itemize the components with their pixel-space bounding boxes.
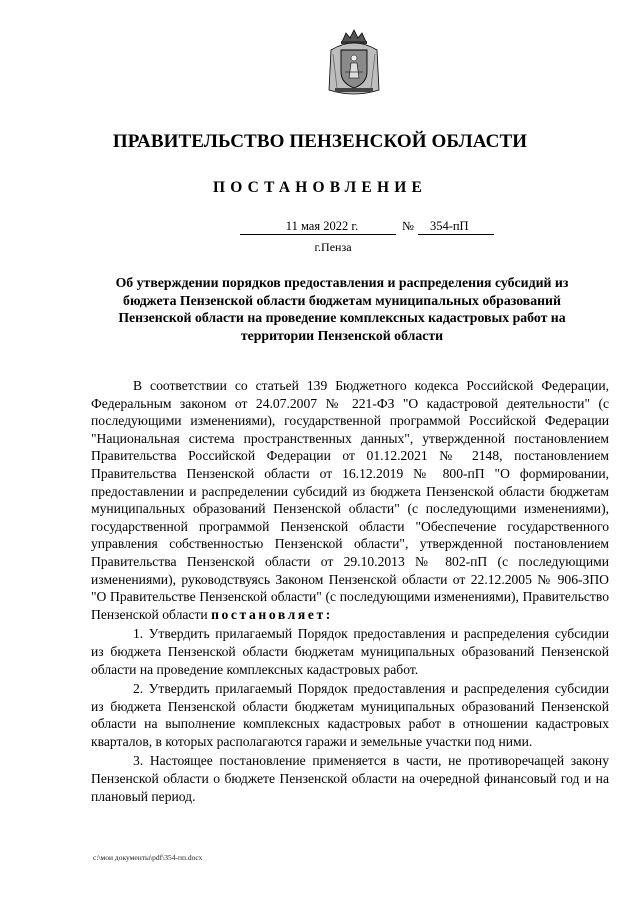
- item-3: 3. Настоящее постановление применяется в части, не противоречащей закону Пензенской области о бюджете Пензенской области на очередной финансовый год и на плановый период.: [91, 753, 609, 804]
- file-path-footer: c:\мои документы\pdf\354-пп.docx: [93, 853, 203, 862]
- number-sign: №: [402, 219, 414, 233]
- coat-of-arms-icon: [325, 28, 383, 96]
- government-name: ПРАВИТЕЛЬСТВО ПЕНЗЕНСКОЙ ОБЛАСТИ: [112, 131, 528, 152]
- item-2: 2. Утвердить прилагаемый Порядок предоставления и распределения субсидии из бюджета Пензенской области бюджетам муниципальных образований Пензенской области на выполнение комплексных кадастровых работ в отношении кадастровых кварталов, в которых располагаются гаражи и земельные участки под ними.: [91, 681, 609, 749]
- city: г.Пенза: [314, 240, 352, 254]
- preamble-paragraph: [91, 377, 609, 623]
- document-date: 11 мая 2022 г.: [240, 219, 396, 235]
- preamble-text: В соответствии со статьей 139 Бюджетного кодекса Российской Федерации, Федеральным законом от 24.07.2007 № 221-ФЗ "О кадастровой деятельности" (с последующими изменениями), государственной программой Российской Федерации "Национальная система пространственных данных", утвержденной постановлением Правительства Российской Федерации от 01.12.2021 № 2148, постановлением Правительства Пензенской области от 16.12.2019 № 800-пП "О формировании, предоставлении и распределении субсидий из бюджета Пензенской области бюджетам муниципальных образований Пензенской области" (с последующими изменениями), государственной программой Пензенской области "Обеспечение государственного управления собственностью Пензенской области", утвержденной постановлением Правительства Пензенской области от 29.10.2013 № 802-пП (с последующими изменениями), руководствуясь Законом Пензенской области от 22.12.2005 № 906-ЗПО "О Правительстве Пензенской области" (с последующими изменениями), Правительство Пензенской области: [91, 378, 609, 622]
- date-number-line: [240, 219, 494, 235]
- item-1: 1. Утвердить прилагаемый Порядок предоставления и распределения субсидии из бюджета Пензенской области бюджетам муниципальных образований Пензенской области на проведение комплексных кадастровых работ.: [91, 626, 609, 677]
- document-number: 354-пП: [418, 219, 494, 235]
- document-body: [91, 377, 609, 805]
- document-type: ПОСТАНОВЛЕНИЕ: [212, 179, 428, 196]
- resolves-word: постановляет:: [211, 606, 333, 622]
- document-subject: Об утверждении порядков предоставления и распределения субсидий из бюджета Пензенской области бюджетам муниципальных образований Пензенской области на проведение комплексных кадастровых работ на территории Пензенской области: [115, 275, 569, 343]
